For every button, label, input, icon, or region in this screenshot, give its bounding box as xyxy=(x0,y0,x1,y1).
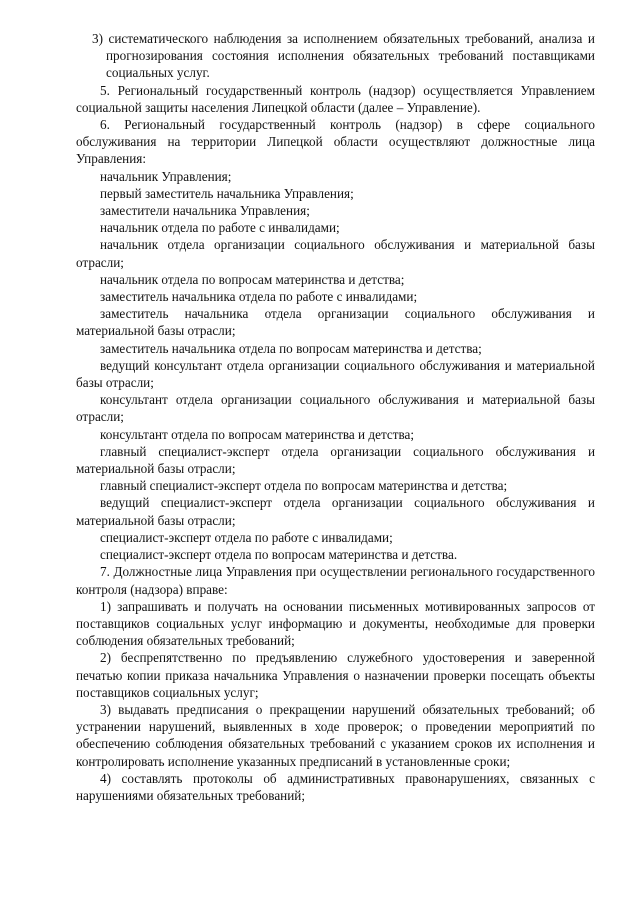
official-item: начальник Управления; xyxy=(100,168,232,184)
official-item: ведущий консультант отдела организации социального обслуживания и материальной базы отрасли; xyxy=(76,357,595,391)
official-item: начальник отдела по вопросам материнства и детства; xyxy=(100,271,405,287)
right-item-3: 3) выдавать предписания о прекращении нарушений обязательных требований; об устранении нарушений, выявленных в ходе проверок; о проведении мероприятий по обеспечению соблюдения обязательных требований с указанием сроков их исполнения и контролировать исполнение указанных предписаний в установленные сроки; xyxy=(76,701,595,769)
right-item-1: 1) запрашивать и получать на основании письменных мотивированных запросов от поставщиков социальных услуг информацию и документы, необходимые для проверки соблюдения обязательных требований; xyxy=(76,598,595,649)
clause-3-monitoring: 3) систематического наблюдения за исполнением обязательных требований, анализа и прогнозирования состояния исполнения обязательных требований поставщиками социальных услуг. xyxy=(92,31,595,81)
official-item: заместитель начальника отдела по работе с инвалидами; xyxy=(100,289,418,305)
official-item: ведущий специалист-эксперт отдела организации социального обслуживания и материальной базы отрасли; xyxy=(76,495,595,528)
official-item: специалист-эксперт отдела по работе с инвалидами; xyxy=(100,529,393,545)
official-item: заместитель начальника отдела по вопросам материнства и детства; xyxy=(100,340,482,356)
right-item-4: 4) составлять протоколы об административных правонарушениях, связанных с нарушениями обязательных требований; xyxy=(76,770,595,803)
clause-7-rights-intro: 7. Должностные лица Управления при осуществлении регионального государственного контроля (надзора) вправе: xyxy=(76,564,595,597)
official-item: первый заместитель начальника Управления; xyxy=(100,185,354,201)
clause-5-controlling-body: 5. Региональный государственный контроль (надзор) осуществляется Управлением социальной защиты населения Липецкой области (далее – Управление). xyxy=(76,82,595,115)
official-item: заместитель начальника отдела организации социального обслуживания и материальной базы отрасли; xyxy=(76,306,595,339)
official-item: консультант отдела по вопросам материнства и детства; xyxy=(100,426,415,442)
official-item: главный специалист-эксперт отдела по вопросам материнства и детства; xyxy=(100,478,508,494)
right-item-2: 2) беспрепятственно по предъявлению служебного удостоверения и заверенной печатью копии приказа начальника Управления о назначении проверки посещать объекты поставщиков социальных услуг; xyxy=(76,650,595,700)
official-item: специалист-эксперт отдела по вопросам материнства и детства. xyxy=(100,547,458,563)
official-item: главный специалист-эксперт отдела организации социального обслуживания и материальной базы отрасли; xyxy=(76,443,595,477)
clause-6-officials-intro: 6. Региональный государственный контроль (надзор) в сфере социального обслуживания на территории Липецкой области осуществляют должностные лица Управления: xyxy=(76,117,595,167)
official-item: консультант отдела организации социального обслуживания и материальной базы отрасли; xyxy=(76,392,595,425)
official-item: заместители начальника Управления; xyxy=(100,203,310,219)
official-item: начальник отдела организации социального обслуживания и материальной базы отрасли; xyxy=(76,237,595,270)
official-item: начальник отдела по работе с инвалидами; xyxy=(100,220,340,236)
